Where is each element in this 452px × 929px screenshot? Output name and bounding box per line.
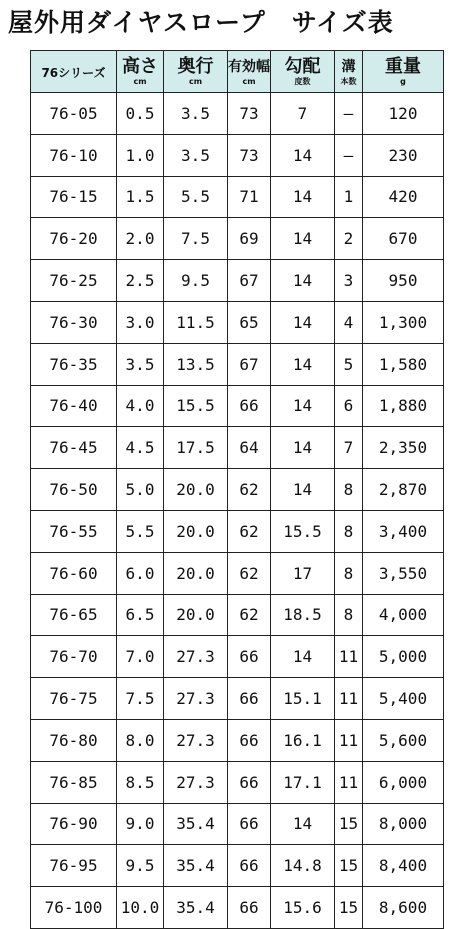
table-row	[31, 678, 444, 720]
cell-grooves: 15	[335, 803, 363, 845]
cell-model: 76-20	[31, 218, 117, 260]
cell-depth: 27.3	[164, 761, 228, 803]
cell-width: 64	[228, 427, 271, 469]
cell-width: 62	[228, 510, 271, 552]
header-series-label: 76シリーズ	[41, 66, 106, 80]
cell-height: 1.5	[117, 176, 164, 218]
cell-height: 7.5	[117, 678, 164, 720]
cell-height: 6.5	[117, 594, 164, 636]
cell-grooves: 15	[335, 887, 363, 929]
cell-width: 67	[228, 343, 271, 385]
header-width	[228, 51, 271, 93]
cell-width: 66	[228, 887, 271, 929]
header-width-label: 有効幅	[228, 58, 270, 75]
cell-depth: 35.4	[164, 803, 228, 845]
header-width-unit: cm	[242, 76, 256, 86]
cell-model: 76-05	[31, 93, 117, 135]
cell-depth: 27.3	[164, 678, 228, 720]
table-row	[31, 343, 444, 385]
cell-slope: 14	[271, 469, 335, 511]
cell-depth: 27.3	[164, 719, 228, 761]
cell-height: 10.0	[117, 887, 164, 929]
cell-model: 76-95	[31, 845, 117, 887]
cell-model: 76-15	[31, 176, 117, 218]
table-row	[31, 552, 444, 594]
cell-depth: 35.4	[164, 887, 228, 929]
cell-depth: 7.5	[164, 218, 228, 260]
header-slope-label: 勾配	[284, 55, 321, 77]
table-header-row	[31, 51, 444, 93]
table-row	[31, 887, 444, 929]
cell-slope: 14	[271, 176, 335, 218]
header-slope-unit: 度数	[294, 76, 311, 86]
table-row	[31, 134, 444, 176]
cell-width: 62	[228, 594, 271, 636]
cell-model: 76-80	[31, 719, 117, 761]
cell-slope: 17.1	[271, 761, 335, 803]
cell-weight: 3,550	[363, 552, 444, 594]
cell-height: 4.0	[117, 385, 164, 427]
header-weight	[363, 51, 444, 93]
table-row	[31, 845, 444, 887]
cell-grooves: 1	[335, 176, 363, 218]
table-row	[31, 427, 444, 469]
cell-weight: 670	[363, 218, 444, 260]
cell-weight: 420	[363, 176, 444, 218]
cell-slope: 14	[271, 260, 335, 302]
cell-slope: 14	[271, 134, 335, 176]
cell-slope: 17	[271, 552, 335, 594]
cell-slope: 15.5	[271, 510, 335, 552]
cell-width: 62	[228, 552, 271, 594]
cell-height: 2.5	[117, 260, 164, 302]
cell-model: 76-40	[31, 385, 117, 427]
cell-model: 76-30	[31, 301, 117, 343]
cell-width: 66	[228, 803, 271, 845]
cell-height: 5.0	[117, 469, 164, 511]
cell-slope: 7	[271, 93, 335, 135]
table-row	[31, 510, 444, 552]
header-depth-unit: cm	[188, 76, 203, 86]
cell-depth: 27.3	[164, 636, 228, 678]
header-depth	[164, 51, 228, 93]
cell-slope: 18.5	[271, 594, 335, 636]
cell-weight: 1,880	[363, 385, 444, 427]
cell-height: 1.0	[117, 134, 164, 176]
cell-model: 76-100	[31, 887, 117, 929]
cell-model: 76-45	[31, 427, 117, 469]
cell-weight: 950	[363, 260, 444, 302]
cell-weight: 4,000	[363, 594, 444, 636]
table-row	[31, 636, 444, 678]
table-row	[31, 719, 444, 761]
cell-width: 73	[228, 93, 271, 135]
cell-depth: 11.5	[164, 301, 228, 343]
cell-width: 67	[228, 260, 271, 302]
cell-weight: 3,400	[363, 510, 444, 552]
cell-grooves: 4	[335, 301, 363, 343]
cell-height: 2.0	[117, 218, 164, 260]
cell-height: 9.5	[117, 845, 164, 887]
cell-grooves: 2	[335, 218, 363, 260]
cell-depth: 3.5	[164, 93, 228, 135]
cell-depth: 13.5	[164, 343, 228, 385]
header-slope	[271, 51, 335, 93]
table-row	[31, 761, 444, 803]
table-row	[31, 803, 444, 845]
cell-height: 3.0	[117, 301, 164, 343]
cell-grooves: 11	[335, 719, 363, 761]
cell-grooves: 15	[335, 845, 363, 887]
cell-grooves: 11	[335, 636, 363, 678]
cell-grooves: 8	[335, 510, 363, 552]
cell-slope: 15.1	[271, 678, 335, 720]
cell-height: 6.0	[117, 552, 164, 594]
cell-model: 76-55	[31, 510, 117, 552]
header-height-label: 高さ	[122, 55, 158, 77]
cell-model: 76-35	[31, 343, 117, 385]
header-height	[117, 51, 164, 93]
cell-width: 62	[228, 469, 271, 511]
table-row	[31, 176, 444, 218]
header-series	[31, 51, 117, 93]
table-row	[31, 385, 444, 427]
cell-height: 8.5	[117, 761, 164, 803]
cell-model: 76-75	[31, 678, 117, 720]
cell-weight: 5,400	[363, 678, 444, 720]
cell-depth: 35.4	[164, 845, 228, 887]
cell-depth: 5.5	[164, 176, 228, 218]
header-height-unit: cm	[133, 76, 147, 86]
cell-weight: 5,000	[363, 636, 444, 678]
cell-grooves: 7	[335, 427, 363, 469]
cell-slope: 14	[271, 301, 335, 343]
cell-width: 69	[228, 218, 271, 260]
header-depth-label: 奥行	[177, 55, 214, 77]
cell-model: 76-90	[31, 803, 117, 845]
cell-slope: 14.8	[271, 845, 335, 887]
table-row	[31, 93, 444, 135]
cell-model: 76-60	[31, 552, 117, 594]
cell-model: 76-10	[31, 134, 117, 176]
table-row	[31, 594, 444, 636]
cell-weight: 5,600	[363, 719, 444, 761]
cell-slope: 14	[271, 385, 335, 427]
cell-slope: 16.1	[271, 719, 335, 761]
header-grooves-unit: 本数	[340, 76, 357, 86]
header-grooves	[335, 51, 363, 93]
cell-weight: 6,000	[363, 761, 444, 803]
cell-weight: 8,400	[363, 845, 444, 887]
cell-depth: 20.0	[164, 469, 228, 511]
cell-width: 66	[228, 636, 271, 678]
header-weight-unit: g	[400, 76, 406, 86]
header-weight-label: 重量	[385, 55, 421, 77]
cell-slope: 15.6	[271, 887, 335, 929]
cell-grooves: 5	[335, 343, 363, 385]
cell-width: 71	[228, 176, 271, 218]
cell-weight: 1,300	[363, 301, 444, 343]
cell-height: 3.5	[117, 343, 164, 385]
cell-depth: 17.5	[164, 427, 228, 469]
cell-depth: 9.5	[164, 260, 228, 302]
cell-weight: 1,580	[363, 343, 444, 385]
cell-model: 76-85	[31, 761, 117, 803]
cell-depth: 3.5	[164, 134, 228, 176]
cell-grooves: 8	[335, 469, 363, 511]
cell-weight: 2,350	[363, 427, 444, 469]
table-row	[31, 301, 444, 343]
cell-width: 73	[228, 134, 271, 176]
table-row	[31, 469, 444, 511]
cell-depth: 20.0	[164, 552, 228, 594]
cell-grooves: 3	[335, 260, 363, 302]
cell-width: 66	[228, 385, 271, 427]
size-table	[30, 50, 444, 929]
cell-grooves: —	[335, 93, 363, 135]
cell-grooves: 11	[335, 761, 363, 803]
cell-slope: 14	[271, 636, 335, 678]
cell-grooves: 8	[335, 552, 363, 594]
cell-height: 9.0	[117, 803, 164, 845]
cell-slope: 14	[271, 427, 335, 469]
cell-height: 5.5	[117, 510, 164, 552]
cell-height: 7.0	[117, 636, 164, 678]
cell-slope: 14	[271, 803, 335, 845]
cell-weight: 8,000	[363, 803, 444, 845]
cell-height: 8.0	[117, 719, 164, 761]
cell-weight: 230	[363, 134, 444, 176]
cell-weight: 2,870	[363, 469, 444, 511]
cell-width: 66	[228, 761, 271, 803]
cell-width: 66	[228, 719, 271, 761]
cell-model: 76-25	[31, 260, 117, 302]
cell-grooves: 8	[335, 594, 363, 636]
cell-grooves: —	[335, 134, 363, 176]
cell-model: 76-65	[31, 594, 117, 636]
cell-weight: 8,600	[363, 887, 444, 929]
table-body	[31, 93, 444, 929]
cell-model: 76-70	[31, 636, 117, 678]
cell-width: 65	[228, 301, 271, 343]
cell-slope: 14	[271, 343, 335, 385]
cell-slope: 14	[271, 218, 335, 260]
cell-width: 66	[228, 678, 271, 720]
cell-depth: 20.0	[164, 510, 228, 552]
cell-weight: 120	[363, 93, 444, 135]
cell-model: 76-50	[31, 469, 117, 511]
page-title: 屋外用ダイヤスロープ サイズ表	[8, 8, 394, 37]
cell-height: 4.5	[117, 427, 164, 469]
table-row	[31, 218, 444, 260]
cell-width: 66	[228, 845, 271, 887]
table-row	[31, 260, 444, 302]
cell-depth: 15.5	[164, 385, 228, 427]
cell-height: 0.5	[117, 93, 164, 135]
cell-grooves: 11	[335, 678, 363, 720]
header-grooves-label: 溝	[341, 58, 356, 75]
cell-grooves: 6	[335, 385, 363, 427]
cell-depth: 20.0	[164, 594, 228, 636]
